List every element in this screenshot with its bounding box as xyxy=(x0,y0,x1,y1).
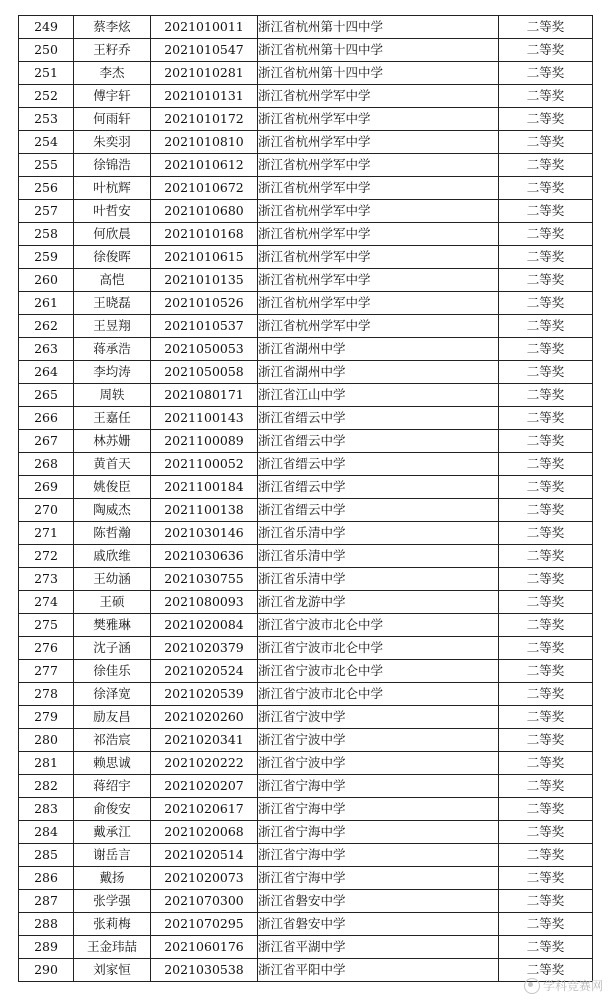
watermark-text: 学科竞赛网 xyxy=(542,979,603,993)
row-number: 272 xyxy=(19,545,74,568)
row-number: 259 xyxy=(19,246,74,269)
student-name: 徐俊晖 xyxy=(74,246,151,269)
student-id: 2021010168 xyxy=(151,223,258,246)
student-name: 赖思诚 xyxy=(74,752,151,775)
award-level: 二等奖 xyxy=(499,614,593,637)
student-name: 王金玮喆 xyxy=(74,936,151,959)
table-row xyxy=(19,16,593,39)
student-id: 2021100089 xyxy=(151,430,258,453)
student-name: 王晓磊 xyxy=(74,292,151,315)
table-row xyxy=(19,384,593,407)
award-level: 二等奖 xyxy=(499,315,593,338)
student-name: 祁浩宸 xyxy=(74,729,151,752)
award-level: 二等奖 xyxy=(499,568,593,591)
row-number: 289 xyxy=(19,936,74,959)
table-row xyxy=(19,200,593,223)
table-row xyxy=(19,269,593,292)
student-name: 张莉梅 xyxy=(74,913,151,936)
student-id: 2021100138 xyxy=(151,499,258,522)
school-name: 浙江省乐清中学 xyxy=(258,545,499,568)
school-name: 浙江省龙游中学 xyxy=(258,591,499,614)
school-name: 浙江省杭州学军中学 xyxy=(258,315,499,338)
student-id: 2021020222 xyxy=(151,752,258,775)
row-number: 276 xyxy=(19,637,74,660)
award-level: 二等奖 xyxy=(499,522,593,545)
student-id: 2021030538 xyxy=(151,959,258,982)
school-name: 浙江省宁波中学 xyxy=(258,752,499,775)
school-name: 浙江省宁波市北仑中学 xyxy=(258,660,499,683)
award-level: 二等奖 xyxy=(499,16,593,39)
student-name: 励友昌 xyxy=(74,706,151,729)
student-name: 陶威杰 xyxy=(74,499,151,522)
row-number: 290 xyxy=(19,959,74,982)
student-name: 徐锦浩 xyxy=(74,154,151,177)
school-name: 浙江省缙云中学 xyxy=(258,407,499,430)
row-number: 282 xyxy=(19,775,74,798)
row-number: 273 xyxy=(19,568,74,591)
student-id: 2021060176 xyxy=(151,936,258,959)
row-number: 283 xyxy=(19,798,74,821)
award-level: 二等奖 xyxy=(499,683,593,706)
table-row xyxy=(19,821,593,844)
award-level: 二等奖 xyxy=(499,890,593,913)
student-name: 李均涛 xyxy=(74,361,151,384)
school-name: 浙江省宁海中学 xyxy=(258,775,499,798)
school-name: 浙江省平湖中学 xyxy=(258,936,499,959)
school-name: 浙江省缙云中学 xyxy=(258,499,499,522)
table-row xyxy=(19,637,593,660)
table-row xyxy=(19,913,593,936)
student-name: 高恺 xyxy=(74,269,151,292)
award-level: 二等奖 xyxy=(499,798,593,821)
student-id: 2021020207 xyxy=(151,775,258,798)
row-number: 257 xyxy=(19,200,74,223)
award-level: 二等奖 xyxy=(499,936,593,959)
award-level: 二等奖 xyxy=(499,200,593,223)
school-name: 浙江省杭州学军中学 xyxy=(258,177,499,200)
award-level: 二等奖 xyxy=(499,384,593,407)
award-level: 二等奖 xyxy=(499,752,593,775)
student-name: 王幼涵 xyxy=(74,568,151,591)
table-row xyxy=(19,476,593,499)
school-name: 浙江省湖州中学 xyxy=(258,338,499,361)
row-number: 261 xyxy=(19,292,74,315)
school-name: 浙江省杭州学军中学 xyxy=(258,292,499,315)
student-id: 2021010526 xyxy=(151,292,258,315)
student-id: 2021020539 xyxy=(151,683,258,706)
row-number: 269 xyxy=(19,476,74,499)
student-id: 2021080171 xyxy=(151,384,258,407)
row-number: 250 xyxy=(19,39,74,62)
award-level: 二等奖 xyxy=(499,223,593,246)
row-number: 264 xyxy=(19,361,74,384)
student-id: 2021020341 xyxy=(151,729,258,752)
school-name: 浙江省宁波市北仑中学 xyxy=(258,683,499,706)
row-number: 271 xyxy=(19,522,74,545)
award-level: 二等奖 xyxy=(499,959,593,982)
table-row xyxy=(19,683,593,706)
table-row xyxy=(19,614,593,637)
student-id: 2021100143 xyxy=(151,407,258,430)
school-name: 浙江省杭州学军中学 xyxy=(258,85,499,108)
student-name: 何欣晨 xyxy=(74,223,151,246)
student-name: 黄首天 xyxy=(74,453,151,476)
table-row xyxy=(19,499,593,522)
student-id: 2021010615 xyxy=(151,246,258,269)
student-name: 戴扬 xyxy=(74,867,151,890)
student-id: 2021010537 xyxy=(151,315,258,338)
student-name: 蒋绍宇 xyxy=(74,775,151,798)
student-name: 蒋承浩 xyxy=(74,338,151,361)
school-name: 浙江省杭州学军中学 xyxy=(258,108,499,131)
table-row xyxy=(19,798,593,821)
school-name: 浙江省缙云中学 xyxy=(258,430,499,453)
table-row xyxy=(19,706,593,729)
table-row xyxy=(19,522,593,545)
student-name: 王硕 xyxy=(74,591,151,614)
award-level: 二等奖 xyxy=(499,499,593,522)
row-number: 287 xyxy=(19,890,74,913)
row-number: 252 xyxy=(19,85,74,108)
row-number: 281 xyxy=(19,752,74,775)
student-id: 2021030146 xyxy=(151,522,258,545)
award-level: 二等奖 xyxy=(499,913,593,936)
student-name: 戴承江 xyxy=(74,821,151,844)
row-number: 275 xyxy=(19,614,74,637)
table-row xyxy=(19,568,593,591)
award-level: 二等奖 xyxy=(499,476,593,499)
student-name: 王籽乔 xyxy=(74,39,151,62)
table-row xyxy=(19,890,593,913)
student-id: 2021010135 xyxy=(151,269,258,292)
award-level: 二等奖 xyxy=(499,361,593,384)
student-id: 2021010672 xyxy=(151,177,258,200)
student-name: 戚欣维 xyxy=(74,545,151,568)
table-row xyxy=(19,660,593,683)
table-row xyxy=(19,85,593,108)
row-number: 254 xyxy=(19,131,74,154)
row-number: 274 xyxy=(19,591,74,614)
award-level: 二等奖 xyxy=(499,821,593,844)
table-row xyxy=(19,407,593,430)
student-id: 2021020524 xyxy=(151,660,258,683)
table-row xyxy=(19,453,593,476)
school-name: 浙江省杭州学军中学 xyxy=(258,200,499,223)
table-row xyxy=(19,62,593,85)
student-name: 林苏姗 xyxy=(74,430,151,453)
school-name: 浙江省宁海中学 xyxy=(258,798,499,821)
table-row xyxy=(19,430,593,453)
school-name: 浙江省宁波中学 xyxy=(258,706,499,729)
award-level: 二等奖 xyxy=(499,39,593,62)
student-name: 李杰 xyxy=(74,62,151,85)
row-number: 270 xyxy=(19,499,74,522)
awards-table-body xyxy=(19,16,593,982)
school-name: 浙江省宁波市北仑中学 xyxy=(258,637,499,660)
student-id: 2021010547 xyxy=(151,39,258,62)
student-name: 徐佳乐 xyxy=(74,660,151,683)
table-row xyxy=(19,315,593,338)
student-name: 张学强 xyxy=(74,890,151,913)
student-id: 2021050058 xyxy=(151,361,258,384)
row-number: 255 xyxy=(19,154,74,177)
row-number: 258 xyxy=(19,223,74,246)
student-id: 2021020514 xyxy=(151,844,258,867)
student-name: 叶杭辉 xyxy=(74,177,151,200)
award-level: 二等奖 xyxy=(499,844,593,867)
table-row xyxy=(19,177,593,200)
table-row xyxy=(19,936,593,959)
student-name: 朱奕羽 xyxy=(74,131,151,154)
wechat-icon xyxy=(524,978,540,994)
table-row xyxy=(19,844,593,867)
student-name: 樊雅琳 xyxy=(74,614,151,637)
school-name: 浙江省湖州中学 xyxy=(258,361,499,384)
school-name: 浙江省缙云中学 xyxy=(258,453,499,476)
award-level: 二等奖 xyxy=(499,430,593,453)
school-name: 浙江省磐安中学 xyxy=(258,890,499,913)
school-name: 浙江省宁波中学 xyxy=(258,729,499,752)
student-name: 王昱翔 xyxy=(74,315,151,338)
school-name: 浙江省杭州学军中学 xyxy=(258,154,499,177)
student-id: 2021020073 xyxy=(151,867,258,890)
school-name: 浙江省宁波市北仑中学 xyxy=(258,614,499,637)
row-number: 256 xyxy=(19,177,74,200)
table-row xyxy=(19,545,593,568)
table-row xyxy=(19,223,593,246)
award-level: 二等奖 xyxy=(499,660,593,683)
row-number: 265 xyxy=(19,384,74,407)
student-name: 谢岳言 xyxy=(74,844,151,867)
student-id: 2021020617 xyxy=(151,798,258,821)
school-name: 浙江省杭州学军中学 xyxy=(258,131,499,154)
award-level: 二等奖 xyxy=(499,269,593,292)
table-row xyxy=(19,959,593,982)
student-name: 何雨轩 xyxy=(74,108,151,131)
student-id: 2021020068 xyxy=(151,821,258,844)
student-id: 2021010011 xyxy=(151,16,258,39)
school-name: 浙江省江山中学 xyxy=(258,384,499,407)
table-row xyxy=(19,154,593,177)
table-row xyxy=(19,131,593,154)
school-name: 浙江省缙云中学 xyxy=(258,476,499,499)
student-name: 傅宇轩 xyxy=(74,85,151,108)
school-name: 浙江省杭州学军中学 xyxy=(258,269,499,292)
table-row xyxy=(19,338,593,361)
row-number: 253 xyxy=(19,108,74,131)
student-name: 周轶 xyxy=(74,384,151,407)
award-level: 二等奖 xyxy=(499,867,593,890)
row-number: 285 xyxy=(19,844,74,867)
student-id: 2021020084 xyxy=(151,614,258,637)
table-row xyxy=(19,39,593,62)
row-number: 284 xyxy=(19,821,74,844)
row-number: 279 xyxy=(19,706,74,729)
award-level: 二等奖 xyxy=(499,729,593,752)
student-name: 王嘉任 xyxy=(74,407,151,430)
student-name: 陈哲瀚 xyxy=(74,522,151,545)
school-name: 浙江省磐安中学 xyxy=(258,913,499,936)
award-level: 二等奖 xyxy=(499,338,593,361)
student-id: 2021010281 xyxy=(151,62,258,85)
school-name: 浙江省杭州第十四中学 xyxy=(258,39,499,62)
student-name: 徐泽宽 xyxy=(74,683,151,706)
row-number: 268 xyxy=(19,453,74,476)
student-id: 2021010680 xyxy=(151,200,258,223)
school-name: 浙江省杭州第十四中学 xyxy=(258,62,499,85)
award-level: 二等奖 xyxy=(499,62,593,85)
award-level: 二等奖 xyxy=(499,545,593,568)
student-id: 2021070295 xyxy=(151,913,258,936)
row-number: 288 xyxy=(19,913,74,936)
table-row xyxy=(19,246,593,269)
school-name: 浙江省乐清中学 xyxy=(258,568,499,591)
student-name: 沈子涵 xyxy=(74,637,151,660)
row-number: 249 xyxy=(19,16,74,39)
student-id: 2021010172 xyxy=(151,108,258,131)
award-level: 二等奖 xyxy=(499,453,593,476)
table-row xyxy=(19,292,593,315)
student-name: 刘家恒 xyxy=(74,959,151,982)
row-number: 262 xyxy=(19,315,74,338)
award-level: 二等奖 xyxy=(499,637,593,660)
school-name: 浙江省杭州第十四中学 xyxy=(258,16,499,39)
table-row xyxy=(19,108,593,131)
school-name: 浙江省宁海中学 xyxy=(258,821,499,844)
school-name: 浙江省杭州学军中学 xyxy=(258,223,499,246)
award-level: 二等奖 xyxy=(499,131,593,154)
award-level: 二等奖 xyxy=(499,407,593,430)
table-row xyxy=(19,775,593,798)
award-level: 二等奖 xyxy=(499,108,593,131)
award-level: 二等奖 xyxy=(499,246,593,269)
table-row xyxy=(19,752,593,775)
student-id: 2021070300 xyxy=(151,890,258,913)
row-number: 277 xyxy=(19,660,74,683)
school-name: 浙江省宁海中学 xyxy=(258,844,499,867)
student-name: 俞俊安 xyxy=(74,798,151,821)
school-name: 浙江省杭州学军中学 xyxy=(258,246,499,269)
row-number: 278 xyxy=(19,683,74,706)
student-id: 2021020260 xyxy=(151,706,258,729)
student-name: 叶哲安 xyxy=(74,200,151,223)
school-name: 浙江省平阳中学 xyxy=(258,959,499,982)
student-name: 蔡李炫 xyxy=(74,16,151,39)
award-level: 二等奖 xyxy=(499,775,593,798)
row-number: 263 xyxy=(19,338,74,361)
student-id: 2021030636 xyxy=(151,545,258,568)
student-id: 2021100052 xyxy=(151,453,258,476)
award-level: 二等奖 xyxy=(499,177,593,200)
award-level: 二等奖 xyxy=(499,706,593,729)
row-number: 286 xyxy=(19,867,74,890)
school-name: 浙江省乐清中学 xyxy=(258,522,499,545)
student-name: 姚俊臣 xyxy=(74,476,151,499)
student-id: 2021050053 xyxy=(151,338,258,361)
watermark xyxy=(524,977,603,994)
student-id: 2021030755 xyxy=(151,568,258,591)
table-row xyxy=(19,729,593,752)
row-number: 260 xyxy=(19,269,74,292)
awards-table xyxy=(18,15,593,982)
table-row xyxy=(19,867,593,890)
row-number: 251 xyxy=(19,62,74,85)
row-number: 280 xyxy=(19,729,74,752)
award-level: 二等奖 xyxy=(499,154,593,177)
award-level: 二等奖 xyxy=(499,85,593,108)
student-id: 2021010612 xyxy=(151,154,258,177)
award-level: 二等奖 xyxy=(499,292,593,315)
student-id: 2021010131 xyxy=(151,85,258,108)
student-id: 2021080093 xyxy=(151,591,258,614)
award-level: 二等奖 xyxy=(499,591,593,614)
row-number: 266 xyxy=(19,407,74,430)
student-id: 2021010810 xyxy=(151,131,258,154)
student-id: 2021100184 xyxy=(151,476,258,499)
student-id: 2021020379 xyxy=(151,637,258,660)
table-row xyxy=(19,591,593,614)
school-name: 浙江省宁海中学 xyxy=(258,867,499,890)
table-row xyxy=(19,361,593,384)
row-number: 267 xyxy=(19,430,74,453)
